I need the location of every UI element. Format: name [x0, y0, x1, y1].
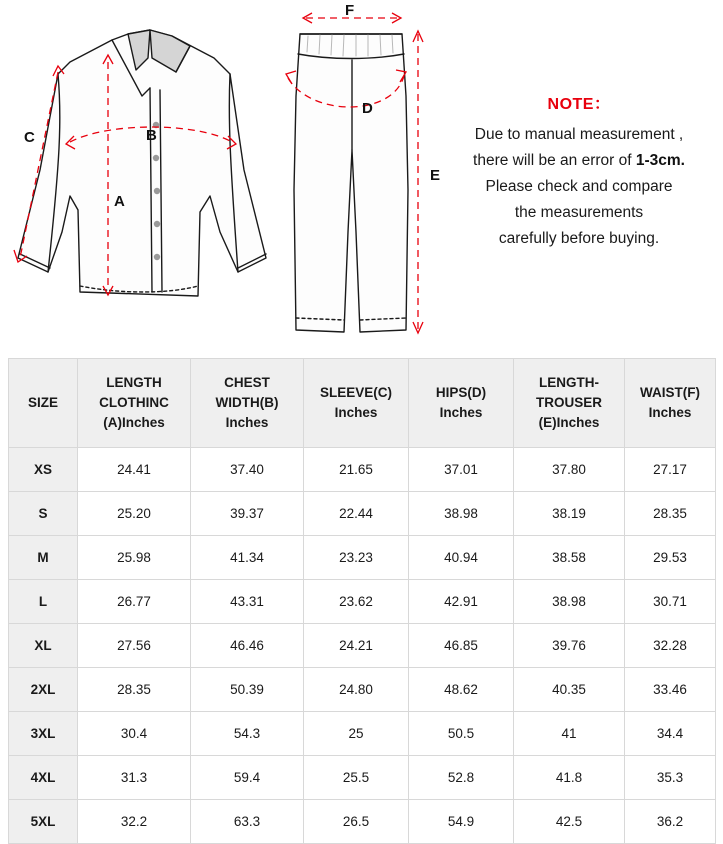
cell-hips: 46.85: [409, 624, 514, 668]
cell-size: XS: [9, 448, 78, 492]
note-line-5: carefully before buying.: [498, 230, 660, 247]
table-row: [9, 624, 716, 668]
cell-waist: 30.71: [625, 580, 716, 624]
col-header-length-trouser-line3: (E)Inches: [538, 415, 600, 430]
label-b: B: [146, 127, 157, 144]
col-header-length-trouser-line2: TROUSER: [535, 395, 602, 410]
col-header-sleeve: [304, 359, 409, 448]
cell-sleeve: 23.23: [304, 536, 409, 580]
table-row: [9, 800, 716, 844]
col-header-sleeve-line2: Inches: [334, 405, 378, 420]
size-table-container: [8, 358, 715, 844]
cell-sleeve: 24.21: [304, 624, 409, 668]
col-header-length-clothing-line1: LENGTH: [106, 375, 162, 390]
cell-size: XL: [9, 624, 78, 668]
cell-length-clothing: 24.41: [78, 448, 191, 492]
table-row: [9, 536, 716, 580]
cell-sleeve: 26.5: [304, 800, 409, 844]
col-header-waist-line2: Inches: [648, 405, 692, 420]
cell-hips: 40.94: [409, 536, 514, 580]
table-row: [9, 492, 716, 536]
col-header-waist-line1: WAIST(F): [640, 385, 700, 400]
pants-outline: [294, 34, 408, 332]
cell-chest-width: 41.34: [191, 536, 304, 580]
note-line-2a: there will be an error of: [473, 152, 636, 169]
col-header-chest-width-line1: CHEST: [224, 375, 270, 390]
cell-hips: 54.9: [409, 800, 514, 844]
note-line-3: Please check and compare: [485, 178, 673, 195]
cell-hips: 38.98: [409, 492, 514, 536]
cell-waist: 27.17: [625, 448, 716, 492]
size-table: [8, 358, 716, 844]
cell-length-trouser: 41: [514, 712, 625, 756]
cell-length-clothing: 30.4: [78, 712, 191, 756]
label-f: F: [345, 2, 355, 19]
col-header-waist: [625, 359, 716, 448]
cell-length-clothing: 25.98: [78, 536, 191, 580]
cell-size: 4XL: [9, 756, 78, 800]
col-header-hips-line2: Inches: [439, 405, 483, 420]
cell-waist: 28.35: [625, 492, 716, 536]
label-d: D: [362, 100, 373, 117]
col-header-length-clothing-line2: CLOTHINC: [99, 395, 169, 410]
note-line-4: the measurements: [514, 204, 644, 221]
cell-length-trouser: 39.76: [514, 624, 625, 668]
cell-sleeve: 25: [304, 712, 409, 756]
cell-length-clothing: 25.20: [78, 492, 191, 536]
cell-waist: 32.28: [625, 624, 716, 668]
cell-size: 3XL: [9, 712, 78, 756]
table-header-row: [9, 359, 716, 448]
col-header-size-line1: SIZE: [27, 395, 58, 410]
cell-waist: 29.53: [625, 536, 716, 580]
note-tolerance: 1-3cm.: [635, 152, 685, 169]
col-header-length-clothing-line3: (A)Inches: [103, 415, 165, 430]
cell-waist: 34.4: [625, 712, 716, 756]
col-header-size: [9, 359, 78, 448]
cell-chest-width: 43.31: [191, 580, 304, 624]
cell-waist: 36.2: [625, 800, 716, 844]
cell-length-clothing: 32.2: [78, 800, 191, 844]
cell-hips: 48.62: [409, 668, 514, 712]
cell-length-trouser: 41.8: [514, 756, 625, 800]
cell-length-trouser: 38.58: [514, 536, 625, 580]
cell-sleeve: 21.65: [304, 448, 409, 492]
cell-chest-width: 39.37: [191, 492, 304, 536]
cell-size: 2XL: [9, 668, 78, 712]
cell-hips: 52.8: [409, 756, 514, 800]
col-header-chest-width-line3: Inches: [225, 415, 269, 430]
cell-size: L: [9, 580, 78, 624]
cell-sleeve: 24.80: [304, 668, 409, 712]
col-header-length-trouser-line1: LENGTH-: [539, 375, 599, 390]
cell-length-trouser: 38.19: [514, 492, 625, 536]
table-row: [9, 448, 716, 492]
col-header-sleeve-line1: SLEEVE(C): [319, 385, 392, 400]
cell-chest-width: 59.4: [191, 756, 304, 800]
col-header-chest-width-line2: WIDTH(B): [215, 395, 279, 410]
cell-chest-width: 63.3: [191, 800, 304, 844]
table-row: [9, 580, 716, 624]
cell-size: 5XL: [9, 800, 78, 844]
note-line-1: Due to manual measurement ,: [474, 126, 684, 143]
cell-length-trouser: 37.80: [514, 448, 625, 492]
cell-sleeve: 22.44: [304, 492, 409, 536]
col-header-hips: [409, 359, 514, 448]
cell-hips: 42.91: [409, 580, 514, 624]
label-a: A: [114, 193, 125, 210]
cell-size: M: [9, 536, 78, 580]
label-c: C: [24, 129, 35, 146]
cell-size: S: [9, 492, 78, 536]
cell-sleeve: 23.62: [304, 580, 409, 624]
garment-diagram: [0, 0, 723, 352]
measurement-note: [448, 92, 710, 252]
cell-length-clothing: 27.56: [78, 624, 191, 668]
cell-waist: 35.3: [625, 756, 716, 800]
col-header-length-clothing: [78, 359, 191, 448]
col-header-hips-line1: HIPS(D): [435, 385, 487, 400]
cell-chest-width: 46.46: [191, 624, 304, 668]
cell-hips: 37.01: [409, 448, 514, 492]
size-table-body: [9, 448, 716, 844]
table-row: [9, 712, 716, 756]
cell-length-trouser: 42.5: [514, 800, 625, 844]
cell-length-clothing: 31.3: [78, 756, 191, 800]
label-e: E: [430, 167, 441, 184]
cell-chest-width: 37.40: [191, 448, 304, 492]
col-header-chest-width: [191, 359, 304, 448]
size-table-head: [9, 359, 716, 448]
cell-length-trouser: 40.35: [514, 668, 625, 712]
cell-sleeve: 25.5: [304, 756, 409, 800]
cell-waist: 33.46: [625, 668, 716, 712]
table-row: [9, 668, 716, 712]
table-row: [9, 756, 716, 800]
shirt-body-outline: [18, 30, 266, 296]
cell-hips: 50.5: [409, 712, 514, 756]
cell-chest-width: 50.39: [191, 668, 304, 712]
cell-length-clothing: 28.35: [78, 668, 191, 712]
cell-chest-width: 54.3: [191, 712, 304, 756]
note-title: NOTE：: [547, 96, 611, 113]
col-header-length-trouser: [514, 359, 625, 448]
cell-length-trouser: 38.98: [514, 580, 625, 624]
cell-length-clothing: 26.77: [78, 580, 191, 624]
